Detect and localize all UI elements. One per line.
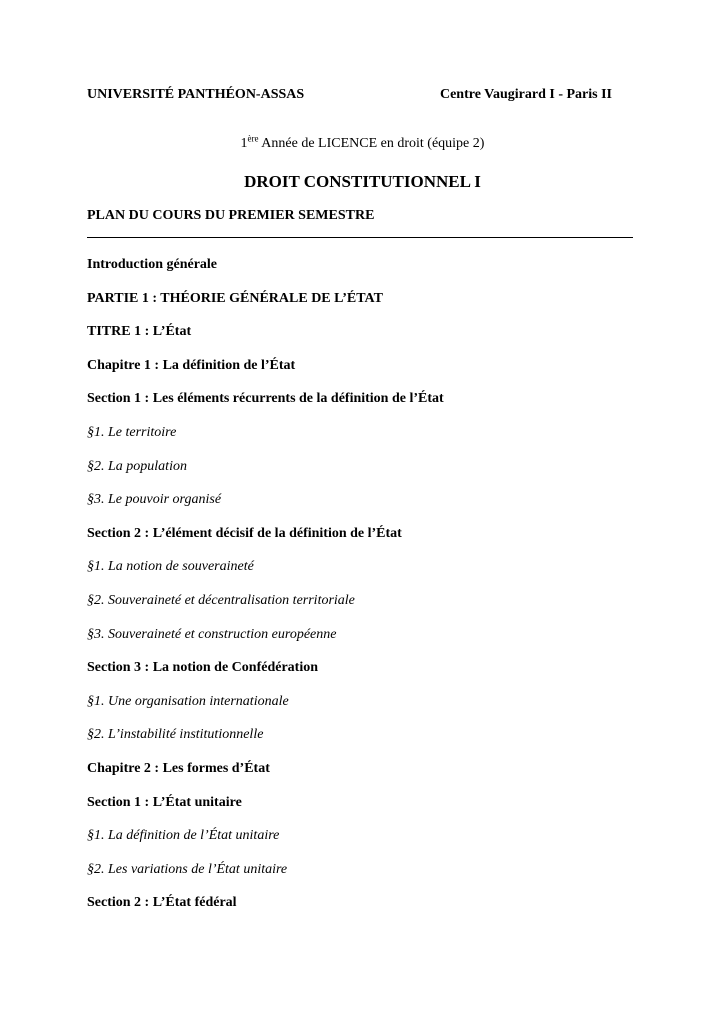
outline-item: §3. Le pouvoir organisé bbox=[87, 492, 222, 508]
outline-item: §1. La notion de souveraineté bbox=[87, 559, 254, 575]
year-line-text: Année de LICENCE en droit (équipe 2) bbox=[258, 136, 485, 151]
course-outline bbox=[87, 257, 647, 929]
outline-item: Section 3 : La notion de Confédération bbox=[87, 660, 318, 676]
outline-item: §1. Une organisation internationale bbox=[87, 693, 289, 709]
course-title: DROIT CONSTITUTIONNEL I bbox=[244, 172, 481, 191]
outline-item: TITRE 1 : L’État bbox=[87, 324, 192, 340]
outline-item: Section 2 : L’État fédéral bbox=[87, 895, 237, 911]
outline-item: Introduction générale bbox=[87, 257, 218, 272]
outline-item: Chapitre 2 : Les formes d’État bbox=[87, 760, 270, 776]
divider bbox=[87, 237, 633, 238]
outline-item: §1. La définition de l’État unitaire bbox=[87, 828, 280, 844]
year-ordinal-suffix: ère bbox=[247, 133, 259, 144]
outline-item: §2. Souveraineté et décentralisation territoriale bbox=[87, 592, 355, 608]
outline-item: Section 1 : L’État unitaire bbox=[87, 794, 242, 810]
plan-title: PLAN DU COURS DU PREMIER SEMESTRE bbox=[87, 208, 375, 223]
university-name: UNIVERSITÉ PANTHÉON-ASSAS bbox=[87, 87, 305, 102]
outline-item: PARTIE 1 : THÉORIE GÉNÉRALE DE L’ÉTAT bbox=[87, 290, 383, 306]
outline-item: §2. La population bbox=[87, 458, 187, 474]
year-ordinal-number: 1 bbox=[240, 136, 248, 151]
outline-item: Section 2 : L’élément décisif de la définition de l’État bbox=[87, 525, 402, 541]
outline-item: Chapitre 1 : La définition de l’État bbox=[87, 357, 296, 373]
outline-item: Section 1 : Les éléments récurrents de la définition de l’État bbox=[87, 391, 444, 407]
campus-name: Centre Vaugirard I - Paris II bbox=[439, 87, 612, 102]
year-line bbox=[0, 135, 725, 153]
outline-item: §3. Souveraineté et construction européenne bbox=[87, 626, 337, 642]
outline-item: §2. Les variations de l’État unitaire bbox=[87, 861, 288, 877]
outline-item: §2. L’instabilité institutionnelle bbox=[87, 727, 264, 743]
outline-item: §1. Le territoire bbox=[87, 424, 177, 440]
